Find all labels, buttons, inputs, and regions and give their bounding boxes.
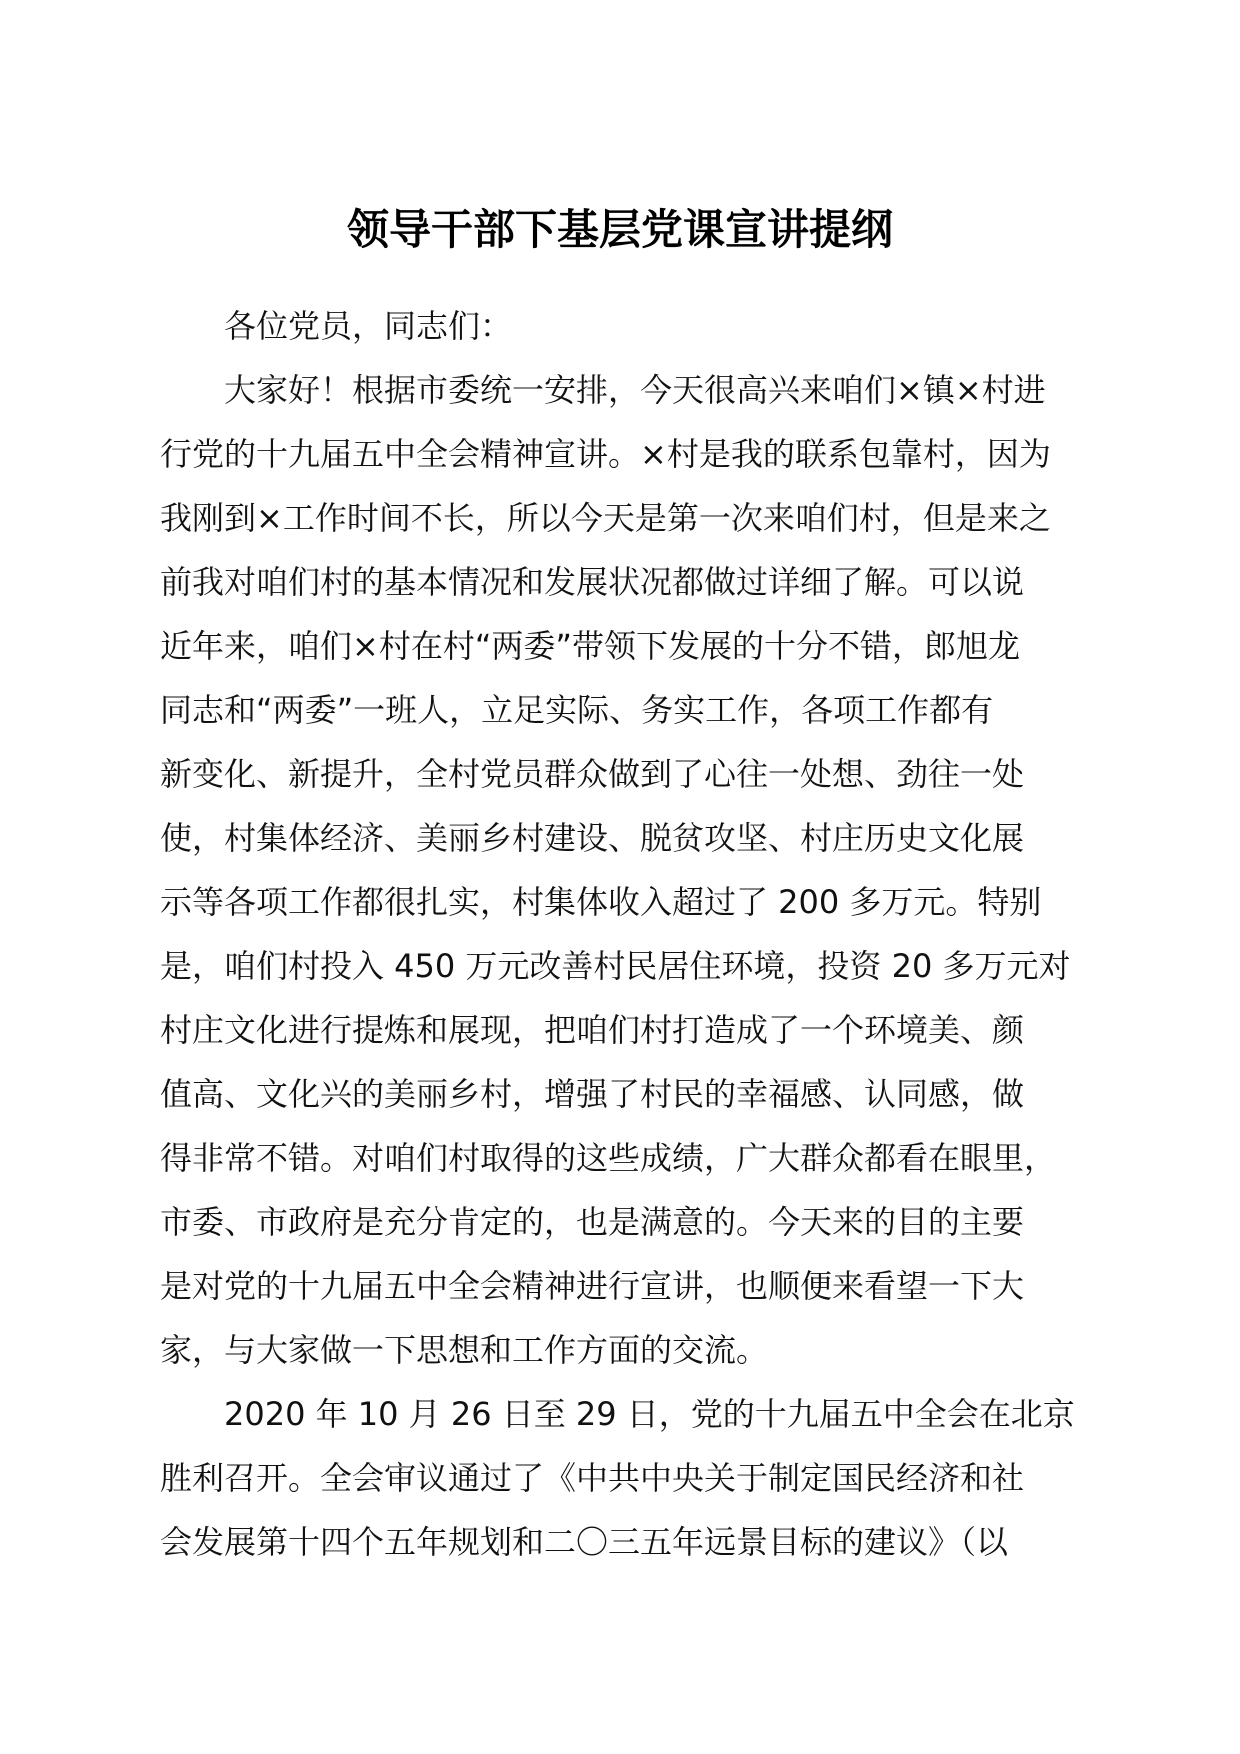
text-line-6: 近年来，咱们×村在村“两委”带领下发展的十分不错，郎旭龙 <box>160 627 1020 665</box>
text-line-13: 值高、文化兴的美丽乡村，增强了村民的幸福感、认同感，做 <box>160 1075 1025 1113</box>
text-line-17: 家，与大家做一下思想和工作方面的交流。 <box>160 1331 769 1369</box>
text-line-15: 市委、市政府是充分肯定的，也是满意的。今天来的目的主要 <box>160 1203 1025 1241</box>
text-line-20: 会发展第十四个五年规划和二〇三五年远景目标的建议》（以 <box>160 1523 1009 1561</box>
text-line-1: 各位党员，同志们： <box>224 307 513 345</box>
text-line-2: 大家好！根据市委统一安排，今天很高兴来咱们×镇×村进 <box>224 371 1046 409</box>
text-line-5: 前我对咱们村的基本情况和发展状况都做过详细了解。可以说 <box>160 563 1025 601</box>
text-line-12: 村庄文化进行提炼和展现，把咱们村打造成了一个环境美、颜 <box>160 1011 1025 1049</box>
text-line-4: 我刚到×工作时间不长，所以今天是第一次来咱们村，但是来之 <box>160 499 1051 537</box>
text-line-10: 示等各项工作都很扎实，村集体收入超过了 200 多万元。特别 <box>160 883 1042 921</box>
document-title: 领导干部下基层党课宣讲提纲 <box>346 205 893 254</box>
text-line-11: 是，咱们村投入 450 万元改善村民居住环境，投资 20 多万元对 <box>160 947 1071 985</box>
text-line-19: 胜利召开。全会审议通过了《中共中央关于制定国民经济和社 <box>160 1459 1025 1497</box>
text-line-9: 使，村集体经济、美丽乡村建设、脱贫攻坚、村庄历史文化展 <box>160 819 1025 857</box>
text-line-7: 同志和“两委”一班人，立足实际、务实工作，各项工作都有 <box>160 691 994 729</box>
text-line-8: 新变化、新提升，全村党员群众做到了心往一处想、劲往一处 <box>160 755 1025 793</box>
text-line-18: 2020 年 10 月 26 日至 29 日，党的十九届五中全会在北京 <box>224 1395 1075 1433</box>
text-line-14: 得非常不错。对咱们村取得的这些成绩，广大群众都看在眼里， <box>160 1139 1057 1177</box>
text-line-16: 是对党的十九届五中全会精神进行宣讲，也顺便来看望一下大 <box>160 1267 1025 1305</box>
document-body <box>160 294 1095 1574</box>
text-line-3: 行党的十九届五中全会精神宣讲。×村是我的联系包靠村，因为 <box>160 435 1051 473</box>
